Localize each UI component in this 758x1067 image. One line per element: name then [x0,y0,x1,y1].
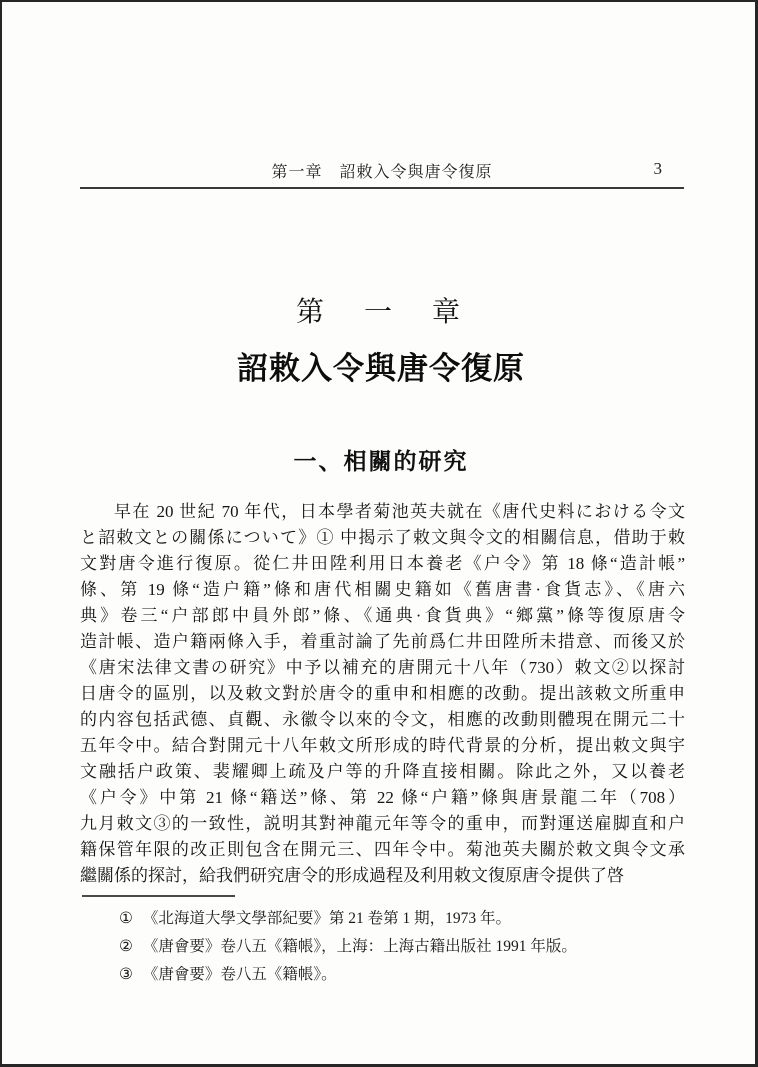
footnote-text: 《北海道大學文學部紀要》第 21 卷第 1 期，1973 年。 [142,910,512,927]
body-line: 文融括户政策、裴耀卿上疏及户等的升降直接相關。除此之外，又以養老 [80,762,685,781]
header-rule [80,187,684,189]
body-text [80,499,685,889]
body-line: と詔敕文との關係について》① 中揭示了敕文與令文的相關信息，借助于敕 [80,528,685,547]
running-header [80,159,684,181]
page-number: 3 [653,159,662,178]
footnote [119,933,679,961]
running-title: 第一章 詔敕入令與唐令復原 [271,164,493,181]
body-line: 日唐令的區別，以及敕文對於唐令的重申和相應的改動。提出該敕文所重申 [80,684,685,703]
footnote [119,961,679,989]
body-line: 繼關係的探討，給我們研究唐令的形成過程及利用敕文復原唐令提供了啓 [80,866,624,885]
body-line: 籍保管年限的改正則包含在開元三、四年令中。菊池英夫關於敕文與令文承 [80,840,685,859]
section-heading: 一、相關的研究 [293,449,469,474]
body-line: 五年令中。結合對開元十八年敕文所形成的時代背景的分析，提出敕文與宇 [80,736,685,755]
body-line: 《唐宋法律文書の研究》中予以補充的唐開元十八年（730）敕文②以探討 [80,658,685,677]
body-line: 文對唐令進行復原。從仁井田陞利用日本養老《户令》第 18 條“造計帳” [80,554,685,573]
body-line: 早在 20 世紀 70 年代，日本學者菊池英夫就在《唐代史料における令文 [114,502,685,521]
footnote-marker: ② [119,938,133,955]
body-line: 典》卷三“户部郎中員外郎”條、《通典·食貨典》“鄉黨”條等復原唐令 [80,606,685,625]
body-line: 條、第 19 條“造户籍”條和唐代相關史籍如《舊唐書·食貨志》、《唐六 [80,580,685,599]
footnote [119,905,679,933]
footnote-marker: ③ [119,966,133,983]
footnote-marker: ① [119,910,133,927]
footnote-text: 《唐會要》卷八五《籍帳》，上海：上海古籍出版社 1991 年版。 [142,938,577,955]
footnotes [119,905,679,989]
chapter-title: 詔敕入令與唐令復原 [237,351,525,386]
body-line: 九月敕文③的一致性，説明其對神龍元年等令的重申，而對運送雇脚直和户 [80,814,685,833]
body-line: 《户令》中第 21 條“籍送”條、第 22 條“户籍”條與唐景龍二年（708） [80,788,685,807]
footnote-separator [82,895,235,897]
body-line: 的内容包括武德、貞觀、永徽令以來的令文，相應的改動則體現在開元二十 [80,710,685,729]
footnote-text: 《唐會要》卷八五《籍帳》。 [142,966,337,983]
body-line: 造計帳、造户籍兩條入手，着重討論了先前爲仁井田陞所未措意、而後又於 [80,632,685,651]
chapter-number: 第 一 章 [295,297,466,328]
